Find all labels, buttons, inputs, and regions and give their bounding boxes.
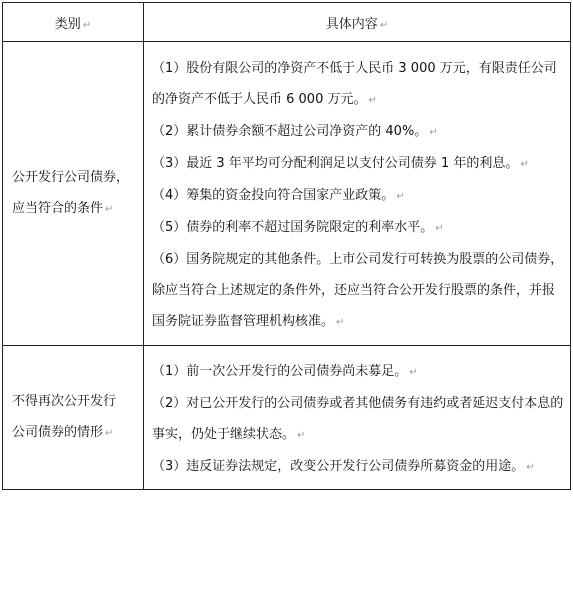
paragraph-mark-icon: ↵ xyxy=(82,19,92,31)
content-cell xyxy=(144,346,571,490)
header-category-label: 类别 xyxy=(54,16,81,32)
list-item xyxy=(152,116,564,148)
list-item xyxy=(152,148,564,180)
paragraph-mark-icon: ↵ xyxy=(435,223,444,234)
list-item-text: （2）对已公开发行的公司债券或者其他债务有违约或者延迟支付本息的事实，仍处于继续状态。 xyxy=(152,396,564,442)
table-row xyxy=(3,346,571,490)
category-cell xyxy=(3,42,144,346)
category-cell xyxy=(3,346,144,490)
paragraph-mark-icon: ↵ xyxy=(368,95,377,106)
paragraph-mark-icon: ↵ xyxy=(520,159,529,170)
paragraph-mark-icon: ↵ xyxy=(297,430,306,441)
paragraph-mark-icon: ↵ xyxy=(105,204,114,215)
list-item-text: （5）债券的利率不超过国务院限定的利率水平。 xyxy=(152,220,434,235)
list-item-text: （2）累计债券余额不超过公司净资产的 40%。 xyxy=(152,124,428,139)
list-item xyxy=(152,212,564,244)
header-content-cell xyxy=(144,3,571,42)
list-item xyxy=(152,451,564,483)
paragraph-mark-icon: ↵ xyxy=(379,19,389,31)
list-item-text: （1）前一次公开发行的公司债券尚未募足。 xyxy=(152,364,408,379)
list-item-text: （3）违反证券法规定，改变公开发行公司债券所募资金的用途。 xyxy=(152,459,525,474)
category-line: 不得再次公开发行 xyxy=(12,394,117,409)
category-line: 公开发行公司债券， xyxy=(12,170,130,185)
paragraph-mark-icon: ↵ xyxy=(336,317,345,328)
list-item xyxy=(152,180,564,212)
list-item xyxy=(152,244,564,338)
list-item-text: （6）国务院规定的其他条件。上市公司发行可转换为股票的公司债券，除应当符合上述规定的条件外，还应当符合公开发行股票的条件，并报国务院证券监督管理机构核准。 xyxy=(152,252,564,329)
paragraph-mark-icon: ↵ xyxy=(396,191,405,202)
paragraph-mark-icon: ↵ xyxy=(429,127,438,138)
list-item xyxy=(152,356,564,388)
category-line: 公司债券的情形 xyxy=(12,425,104,440)
list-item-text: （3）最近 3 年平均可分配利润足以支付公司债券 1 年的利息。 xyxy=(152,156,519,171)
header-category-cell xyxy=(3,3,144,42)
paragraph-mark-icon: ↵ xyxy=(409,367,418,378)
list-item xyxy=(152,53,564,116)
paragraph-mark-icon: ↵ xyxy=(105,428,114,439)
table-header-row xyxy=(3,3,571,42)
paragraph-mark-icon: ↵ xyxy=(526,462,535,473)
list-item-text: （1）股份有限公司的净资产不低于人民币 3 000 万元，有限责任公司的净资产不低于人民币 6 000 万元。 xyxy=(152,61,557,107)
list-item xyxy=(152,388,564,451)
bond-conditions-table xyxy=(2,2,571,490)
category-line: 应当符合的条件 xyxy=(12,201,104,216)
list-item-text: （4）筹集的资金投向符合国家产业政策。 xyxy=(152,188,395,203)
table-row xyxy=(3,42,571,346)
content-cell xyxy=(144,42,571,346)
header-content-label: 具体内容 xyxy=(325,16,378,32)
